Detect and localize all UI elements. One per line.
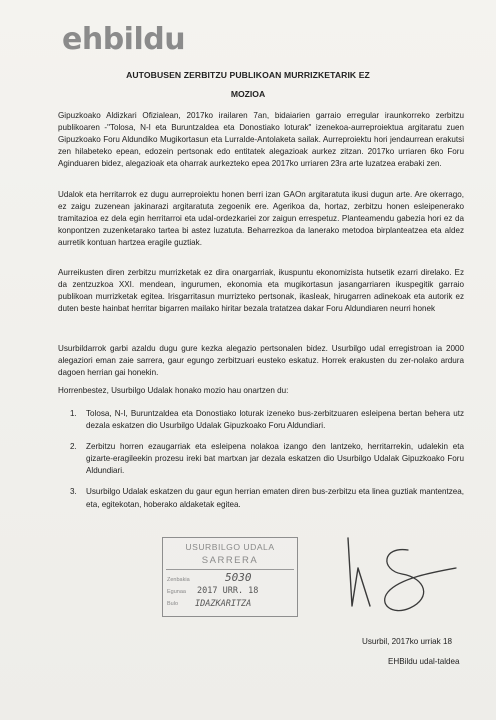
stamp-number-label: Zenbakia xyxy=(167,577,190,583)
motion-list xyxy=(58,408,464,520)
stamp-date: 2017 URR. 18 xyxy=(197,586,259,596)
list-number: 2. xyxy=(70,442,77,452)
paragraph-3: Aurreikusten diren zerbitzu murrizketak ez dira onargarriak, ikuspuntu ekonomizista hutsetik ezarri direlako. Ez da zentzuzkoa XXI. mendean, ingurumen, ekonomia eta mugikortasun jasangarriaren ikuspegitik garraio publikoan murrizketak egitea. Irisgarritasun murrizteko pertsonak, ikasleak, hirugarren adinekoak eta autorik ez duten beste hainbat herritar bigarren mailako hiritar bezala tratatzea dakar Foru Aldundiaren neurri honek xyxy=(58,268,464,314)
stamp-header: USURBILGO UDALA xyxy=(185,542,275,552)
stamp-subheader: SARRERA xyxy=(201,555,259,566)
paragraph-2: Udalok eta herritarrok ez dugu aurreproiektu honen berri izan GAOn argitaratuta ikusi dugun arte. Are okerrago, ez zaigu zuzenean jakinarazi argitaratuta zegoenik ere. Agerikoa da, hortaz, zerbitzu honen esleipenerako tramitazioa ez dela egin herritarroi eta udal-ordezkariei zor zaigun errespetuz. Planteamendu gabezia hori ez da konpontzen zuzenketarako tartea bi astez luzatuta. Beharrezkoa da lanerako metodoa birplanteatzea eta aldez aurretik kontuan hartzea eragile guztiak. xyxy=(58,190,464,248)
list-text: Tolosa, N-I, Buruntzaldea eta Donostiako loturak izeneko bus-zerbitzuaren esleipena bertan behera utz dezala eskatzen dio Usurbilgo Udalak Gipuzkoako Foru Aldundiari. xyxy=(86,409,464,431)
list-item xyxy=(58,408,464,432)
document-subtitle: MOZIOA xyxy=(230,89,266,99)
list-text: Zerbitzu horren ezaugarriak eta esleipena nolakoa izango den lantzeko, herritarrekin, udalekin eta gizarte-eragileekin prozesu ireki bat martxan jar dezala eskatzen dio Usurbilgo Udalak Gipuzkoako Foru Aldundiari. xyxy=(86,442,464,476)
paragraph-5: Horrenbestez, Usurbilgo Udalak honako mozio hau onartzen du: xyxy=(58,386,289,395)
list-number: 1. xyxy=(70,409,77,418)
list-item xyxy=(58,486,464,510)
place-date: Usurbil, 2017ko urriak 18 xyxy=(362,637,452,646)
stamp-unit-label: Bulo xyxy=(167,601,179,607)
registry-stamp xyxy=(162,537,298,617)
ehbildu-logo: ehbildu xyxy=(62,22,186,57)
list-text: Usurbilgo Udalak eskatzen du gaur egun herrian ematen diren bus-zerbitzu eta linea guztiak mantentzea, eta, egitekotan, hoberako aldaketak egitea. xyxy=(86,487,464,509)
stamp-number: 5030 xyxy=(225,571,252,584)
stamp-divider xyxy=(166,569,294,570)
paragraph-4: Usurbildarrok garbi azaldu dugu gure kezka alegazio pertsonalen bidez. Usurbilgo udal erregistroan ia 2000 alegaziori eman zaie sarrera, gaur egungo zerbitzuari eusteko eskatuz. Horrek erakusten du zer-nolako ardura dagoen herrian gai honekin. xyxy=(58,344,464,378)
stamp-unit: IDAZKARITZA xyxy=(195,599,252,609)
handwritten-signature xyxy=(330,528,460,618)
paragraph-1: Gipuzkoako Aldizkari Ofizialean, 2017ko irailaren 7an, bidaiarien garraio erregular iraunkorreko zerbitzu publikoaren -"Tolosa, N-I eta Buruntzaldea eta Donostiako loturak" izenekoa-aurreproiektua argitaratu zuen Gipuzkoako Foru Aldundiko Mugikortasun eta Lurralde-Antolaketa sailak. Aurreproiektu hori jendaurrean erakutsi zen hilabeteko epean, edozein pertsonak edo entitatek alegazioak aurkez zitzan. 2017ko urriaren 6ko Foru Aginduaren bidez, alegazioak eta oharrak aurkezteko epea 2017ko urriaren 23ra arte luzatzea erabaki zen. xyxy=(58,111,464,169)
document-title: AUTOBUSEN ZERBITZU PUBLIKOAN MURRIZKETARIK EZ xyxy=(126,70,370,80)
signatory-group: EHBildu udal-taldea xyxy=(388,657,460,666)
list-item xyxy=(58,441,464,477)
list-number: 3. xyxy=(70,487,77,497)
stamp-date-label: Egunaa xyxy=(167,589,186,595)
